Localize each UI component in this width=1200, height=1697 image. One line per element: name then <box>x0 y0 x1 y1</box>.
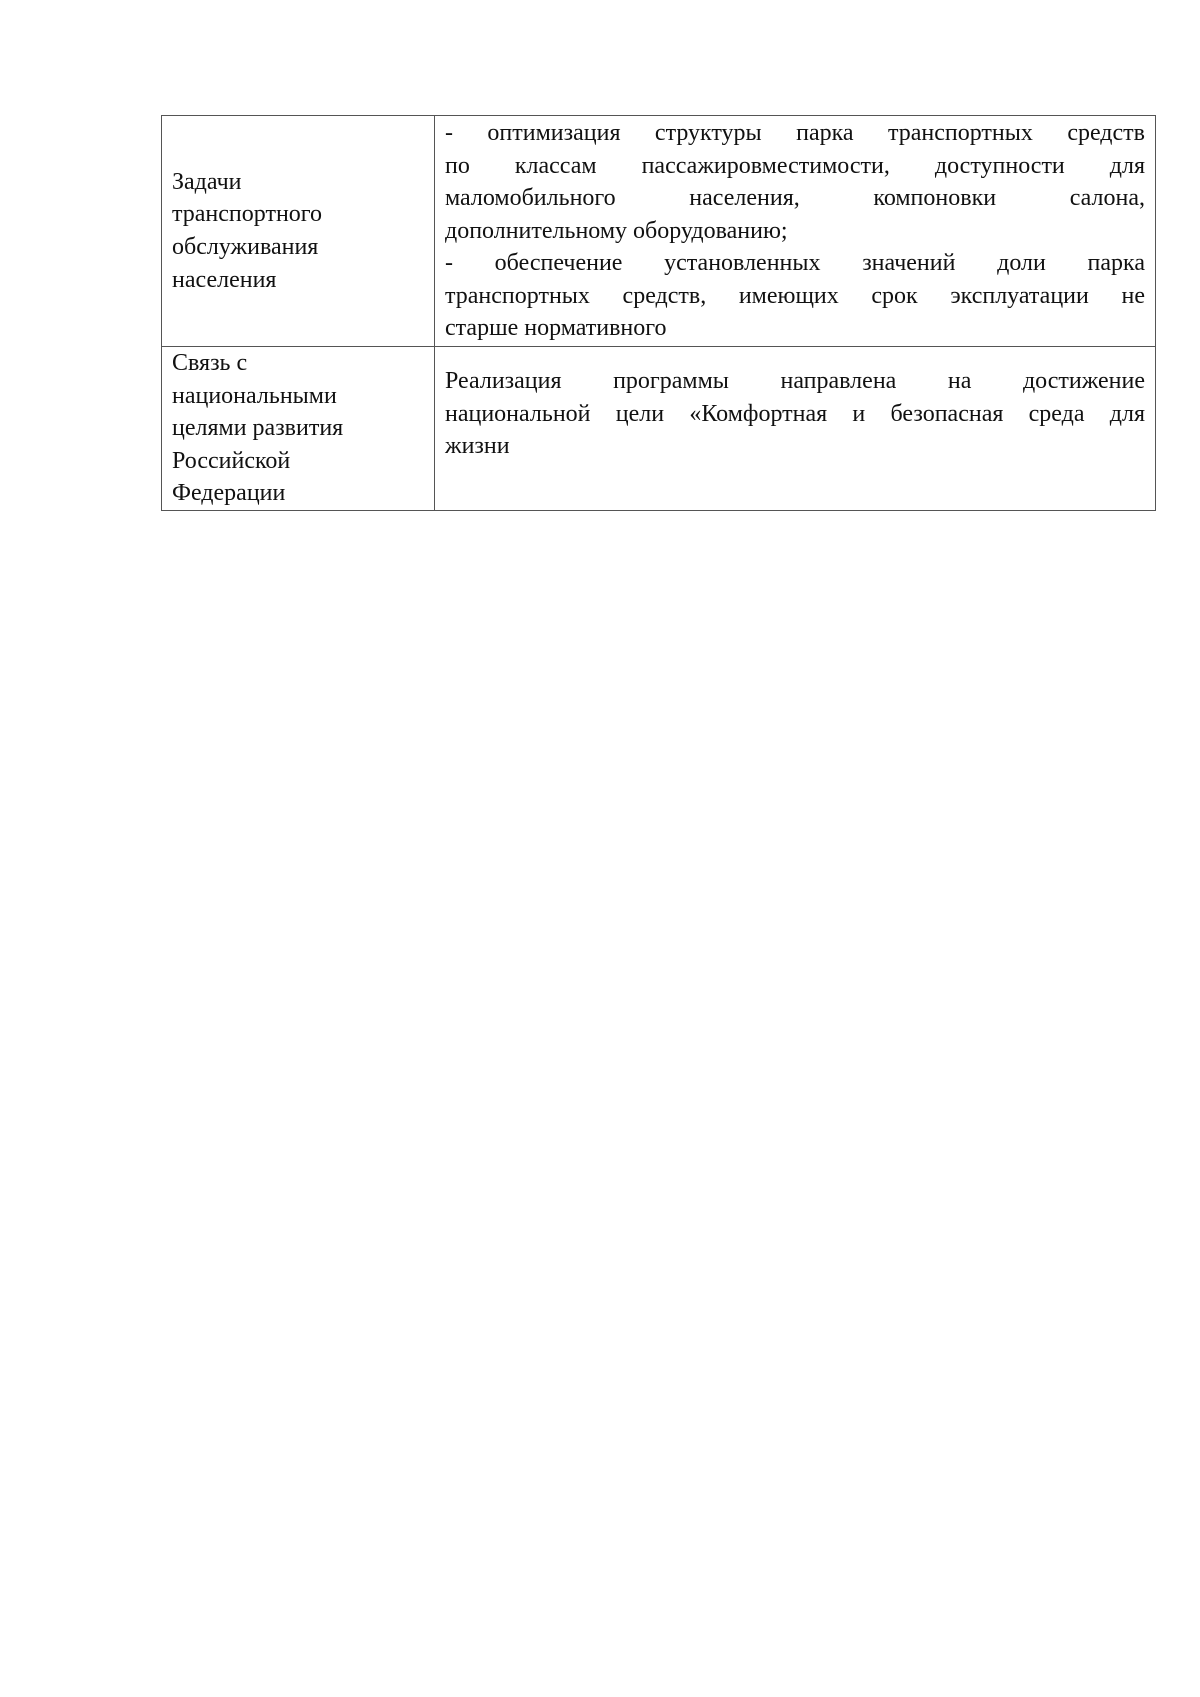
content-line: старше нормативного <box>445 315 667 342</box>
content-line: жизни <box>445 433 510 460</box>
label-line: Задачи <box>172 168 242 195</box>
row-content-cell <box>435 347 1156 511</box>
content-line: транспортных средств, имеющих срок эксплуатации не <box>445 282 1145 309</box>
document-table <box>161 115 1156 511</box>
label-line: населения <box>172 266 277 293</box>
content-line: по классам пассажировместимости, доступности для <box>445 152 1145 179</box>
label-line: целями развития <box>172 415 344 442</box>
row-content-cell <box>435 116 1156 347</box>
content-line: - оптимизация структуры парка транспортных средств <box>445 119 1145 146</box>
content-line: Реализация программы направлена на достижение <box>445 368 1145 394</box>
label-line: Связь с <box>172 350 248 376</box>
table-row-national-goals <box>162 347 1156 511</box>
content-line: национальной цели «Комфортная и безопасная среда для <box>445 400 1145 427</box>
content-line: - обеспечение установленных значений доли парка <box>445 250 1145 277</box>
row-label-cell <box>162 347 435 511</box>
content-line: маломобильного населения, компоновки салона, <box>445 185 1145 212</box>
row-label-cell <box>162 116 435 347</box>
label-line: обслуживания <box>172 234 319 260</box>
label-line: транспортного <box>172 201 323 228</box>
label-line: Федерации <box>172 480 286 507</box>
content-line: дополнительному оборудованию; <box>445 217 788 244</box>
label-line: национальными <box>172 382 337 409</box>
table-row-transport-tasks <box>162 116 1156 347</box>
label-line: Российской <box>172 447 291 474</box>
